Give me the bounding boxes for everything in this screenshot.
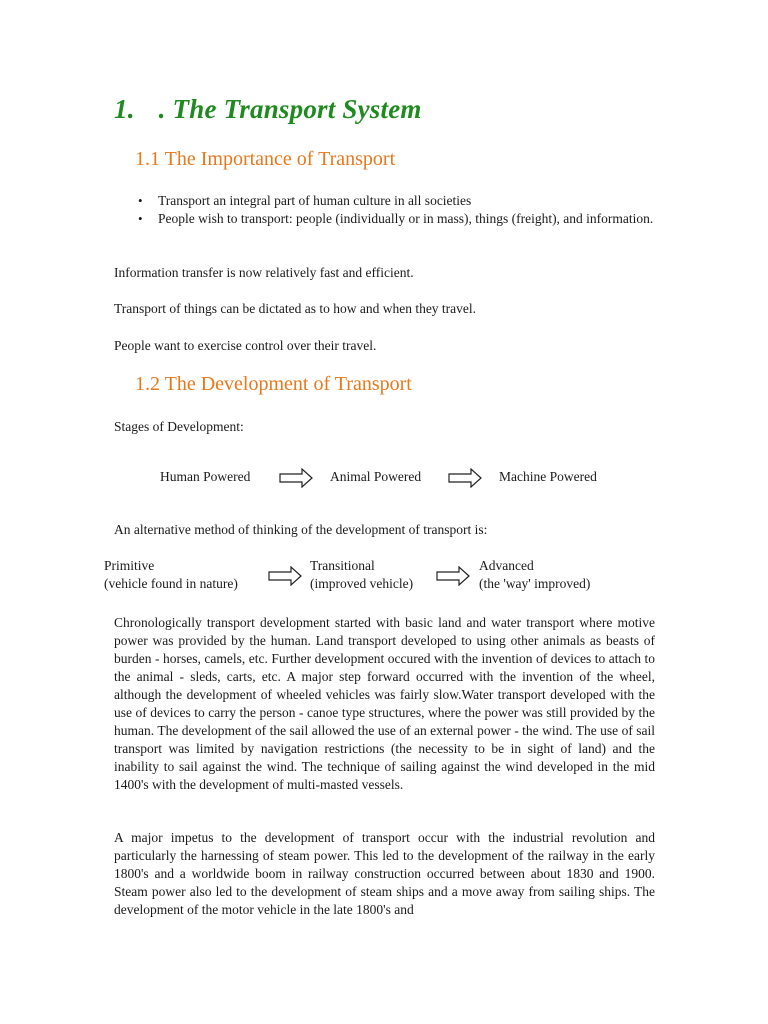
right-arrow-icon bbox=[448, 468, 482, 488]
right-arrow-icon bbox=[268, 566, 302, 586]
section-heading-importance: 1.1 The Importance of Transport bbox=[135, 148, 396, 170]
paragraph-industrial: A major impetus to the development of transport occur with the industrial revolution and particularly the harnessing of steam power. This led to the development of the railway in the early 1800's and a worldwide boom in railway construction occurred between about 1830 and 1900. Steam power also led to the development of steam ships and a move away from sailing ships. The development of the motor vehicle in the late 1800's and bbox=[114, 830, 655, 917]
stage-note: (vehicle found in nature) bbox=[104, 576, 238, 591]
stage-note: (the 'way' improved) bbox=[479, 576, 591, 591]
bullet-icon: • bbox=[138, 193, 143, 208]
stages-intro: Stages of Development: bbox=[114, 419, 244, 434]
section-heading-development: 1.2 The Development of Transport bbox=[135, 373, 412, 395]
stage-label: Machine Powered bbox=[499, 469, 597, 484]
stage-label: Animal Powered bbox=[330, 469, 422, 484]
stage-label: Human Powered bbox=[160, 469, 251, 484]
paragraph: Information transfer is now relatively fast and efficient. bbox=[114, 265, 414, 280]
right-arrow-icon bbox=[436, 566, 470, 586]
paragraph: People want to exercise control over their travel. bbox=[114, 338, 377, 353]
bullet-list bbox=[114, 192, 655, 228]
paragraph: Transport of things can be dictated as to how and when they travel. bbox=[114, 301, 477, 316]
stage-name: Transitional bbox=[310, 558, 375, 573]
bullet-icon: • bbox=[138, 211, 143, 226]
stage-name: Primitive bbox=[104, 558, 155, 573]
bullet-text: Transport an integral part of human culture in all societies bbox=[158, 193, 472, 208]
list-item bbox=[114, 210, 655, 228]
title-number: 1. bbox=[114, 94, 135, 124]
title-text: . The Transport System bbox=[158, 94, 422, 124]
right-arrow-icon bbox=[279, 468, 313, 488]
paragraph-chronology: Chronologically transport development started with basic land and water transport where motive power was provided by the human. Land transport developed to using other animals as beasts of burden - horses, camels, etc. Further development occured with the invention of devices to attach to the animal - sleds, carts, etc. A major step forward occurred with the invention of the wheel, although the development of wheeled vehicles was fairly slow.Water transport developed with the use of devices to carry the person - canoe type structures, where the power was still provided by the human. The development of the sail allowed the use of an external power - the wind. The use of sail transport was limited by navigation restrictions (the necessity to be in sight of land) and the inability to sail against the wind. The technique of sailing against the wind developed in the mid 1400's with the development of multi-masted vessels. bbox=[114, 615, 655, 792]
stage-name: Advanced bbox=[479, 558, 534, 573]
bullet-text: People wish to transport: people (individually or in mass), things (freight), and information. bbox=[158, 211, 654, 226]
page-title bbox=[114, 94, 422, 125]
alternative-intro: An alternative method of thinking of the development of transport is: bbox=[114, 522, 488, 537]
list-item bbox=[114, 192, 655, 210]
stage-note: (improved vehicle) bbox=[310, 576, 414, 591]
